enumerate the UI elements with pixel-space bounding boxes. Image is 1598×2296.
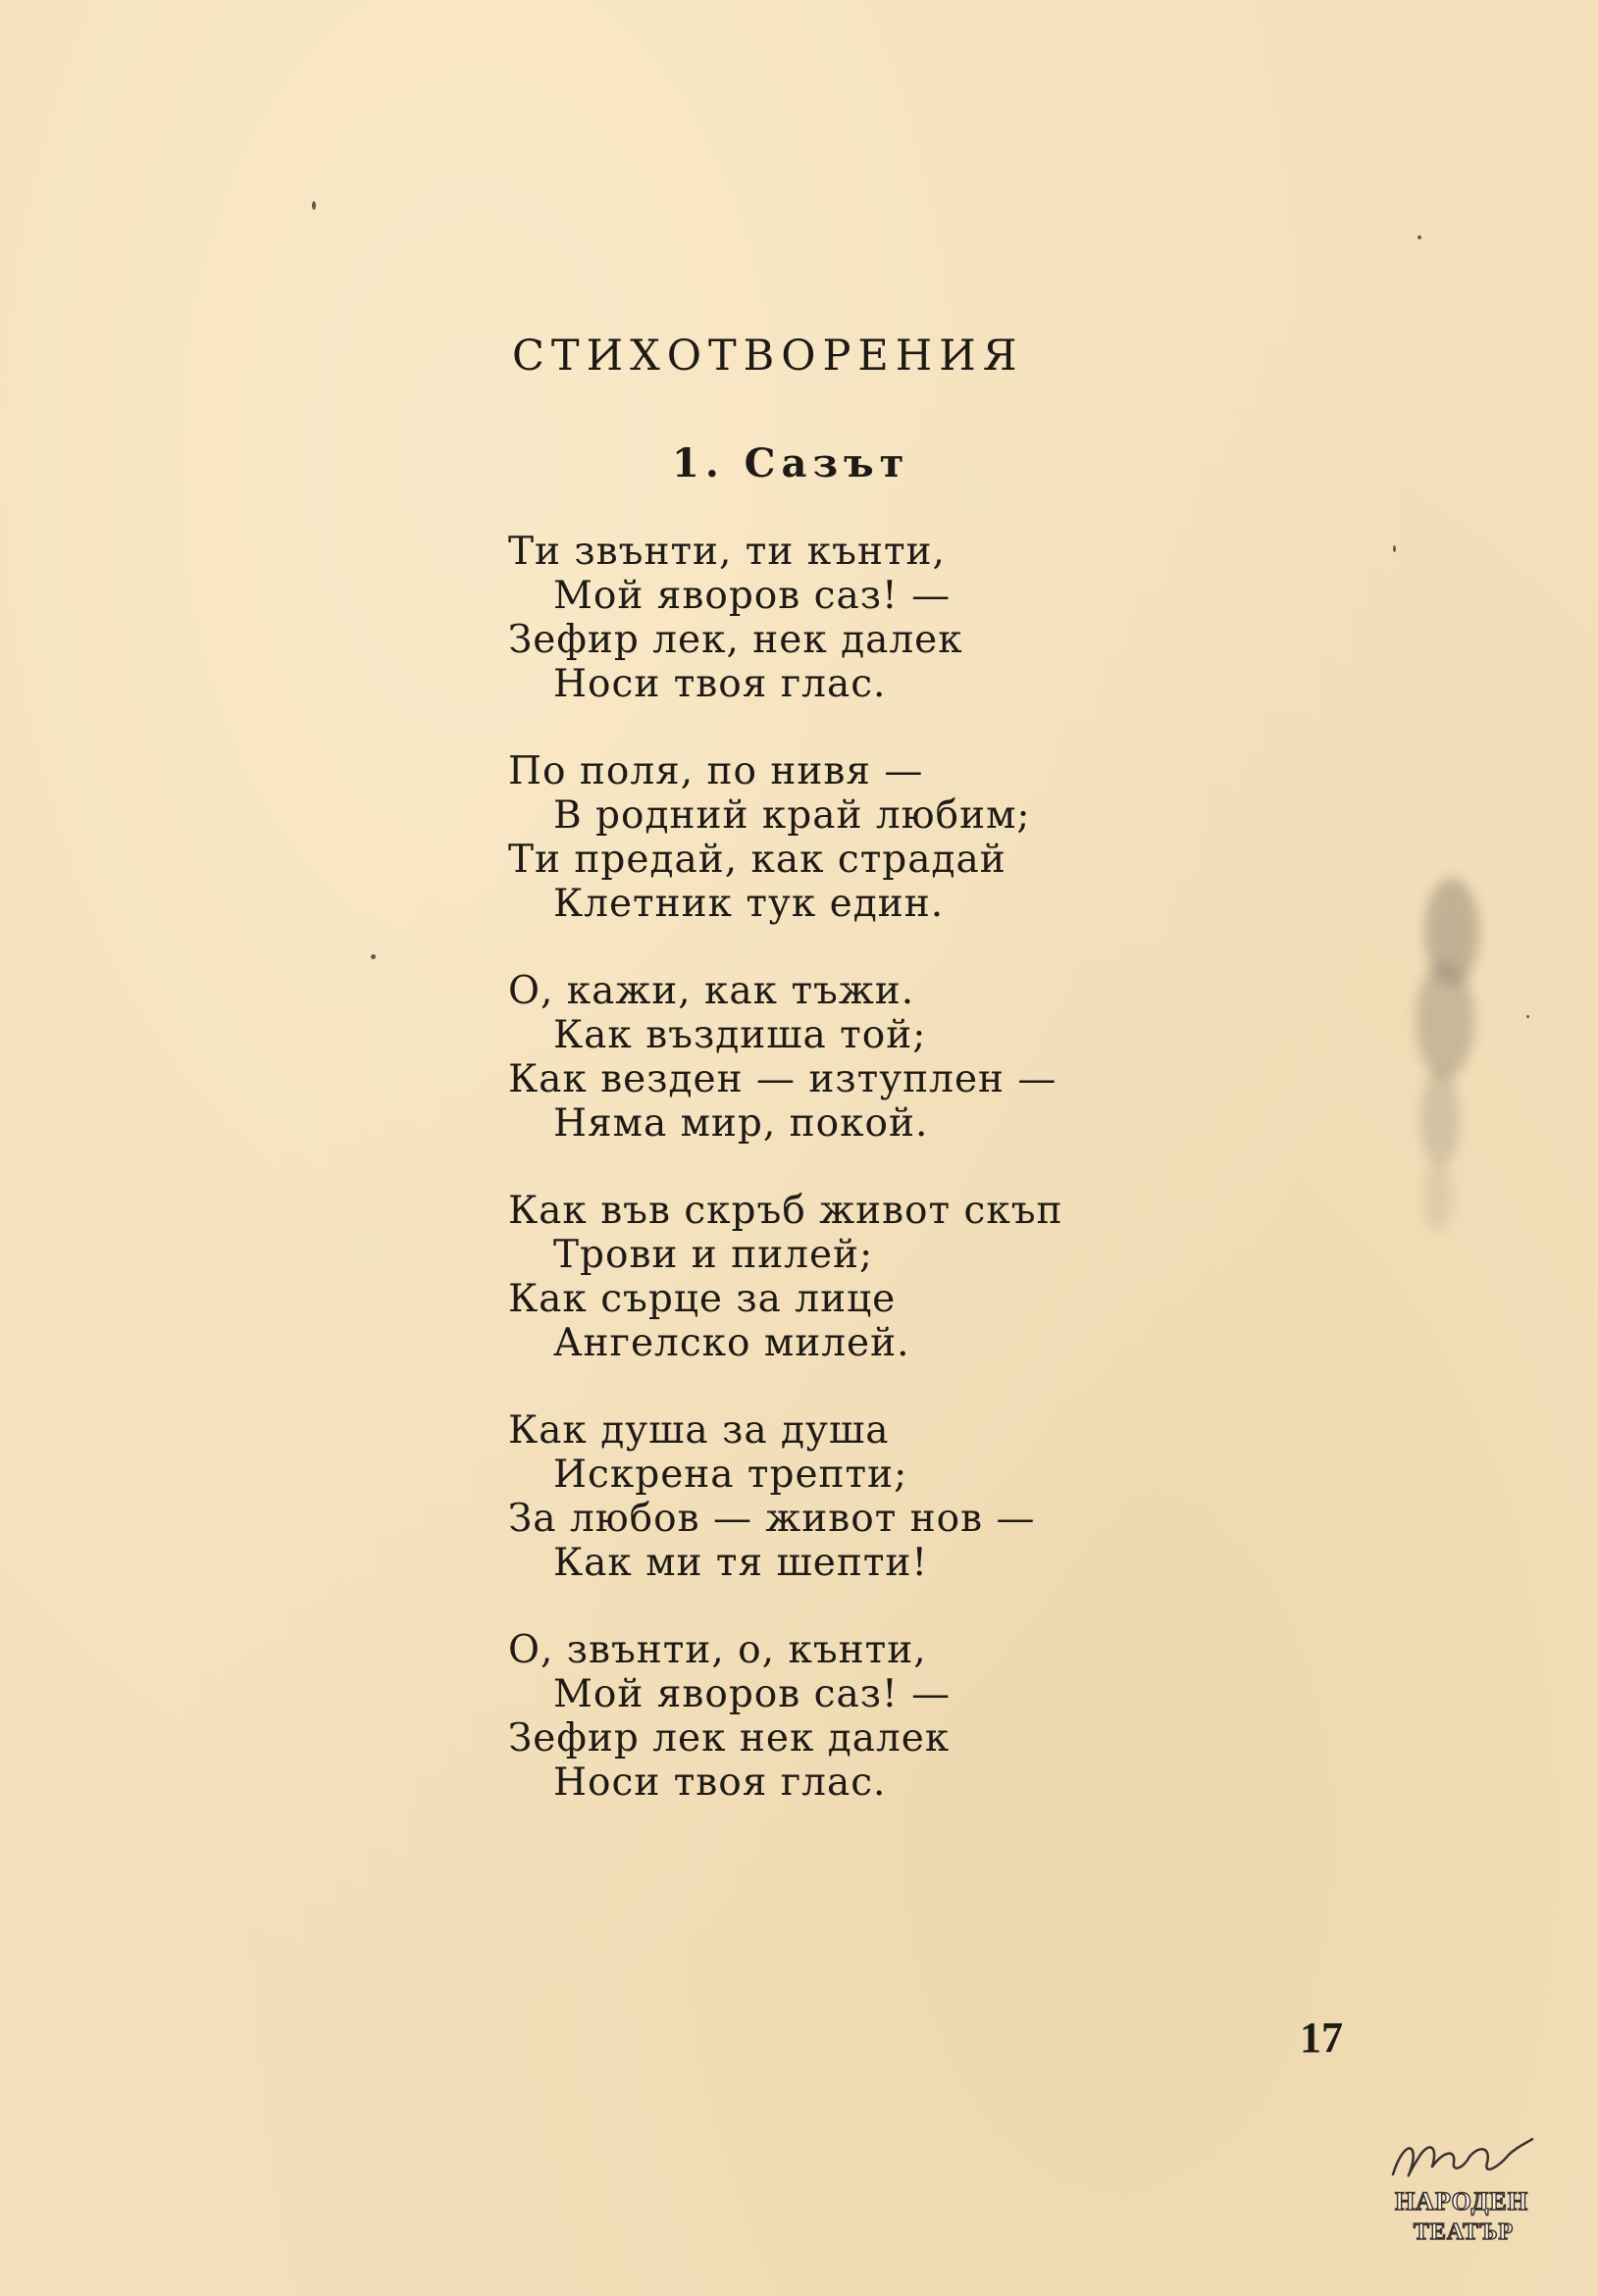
poem-line: Трови и пилей;	[553, 1233, 874, 1277]
poem-line: Как във скръб живот скъп	[508, 1189, 1063, 1233]
poem-line: Зефир лек, нек далек	[508, 618, 963, 662]
poem-title: 1. Сазът	[672, 440, 910, 486]
poem-line: Носи твоя глас.	[553, 1760, 887, 1805]
stamp-line-2: ТЕАТЪР	[1413, 2219, 1515, 2245]
poem-line: Носи твоя глас.	[553, 662, 887, 706]
stanza-5	[508, 1408, 1097, 1585]
stanza-3	[508, 969, 1097, 1146]
poem-line: О, кажи, как тъжи.	[508, 969, 915, 1013]
poem-line: Мой яворов саз! —	[553, 1672, 952, 1716]
paper-speck	[371, 954, 376, 959]
poem-line: Ти предай, как страдай	[508, 838, 1006, 882]
stanza-4	[508, 1189, 1097, 1365]
poem-line: Как везден — изтуплен —	[508, 1057, 1057, 1101]
theatre-stamp-logo	[1373, 2133, 1550, 2251]
paper-speck	[1393, 545, 1396, 552]
poem-line: Ангелско милей.	[553, 1321, 910, 1365]
poem-body	[508, 530, 1097, 1848]
stanza-6	[508, 1628, 1097, 1805]
poem-line: За любов — живот нов —	[508, 1497, 1036, 1541]
section-heading: СТИХОТВОРЕНИЯ	[512, 332, 1024, 381]
poem-line: Как ми тя шепти!	[553, 1541, 929, 1585]
stanza-1	[508, 530, 1097, 706]
stamp-line-1: НАРОДЕН	[1394, 2187, 1529, 2216]
poem-line: Ти звънти, ти кънти,	[508, 530, 946, 574]
paper-speck	[312, 201, 316, 210]
paper-speck	[1526, 1015, 1529, 1018]
poem-line: Как душа за душа	[508, 1408, 890, 1453]
page-number: 17	[1300, 2014, 1343, 2062]
poem-line: Няма мир, покой.	[553, 1101, 929, 1146]
poem-line: Как въздиша той;	[553, 1013, 927, 1057]
poem-line: О, звънти, о, кънти,	[508, 1628, 927, 1672]
paper-speck	[1418, 235, 1421, 239]
stanza-2	[508, 749, 1097, 926]
poem-line: Мой яворов саз! —	[553, 574, 952, 618]
poem-line: Как сърце за лице	[508, 1277, 897, 1321]
poem-line: Зефир лек нек далек	[508, 1716, 951, 1760]
poem-line: В родний край любим;	[553, 793, 1031, 838]
poem-line: Клетник тук един.	[553, 882, 945, 926]
paper-stain	[1401, 863, 1509, 1255]
poem-line: Искрена трепти;	[553, 1453, 908, 1497]
poem-line: По поля, по нивя —	[508, 749, 924, 793]
